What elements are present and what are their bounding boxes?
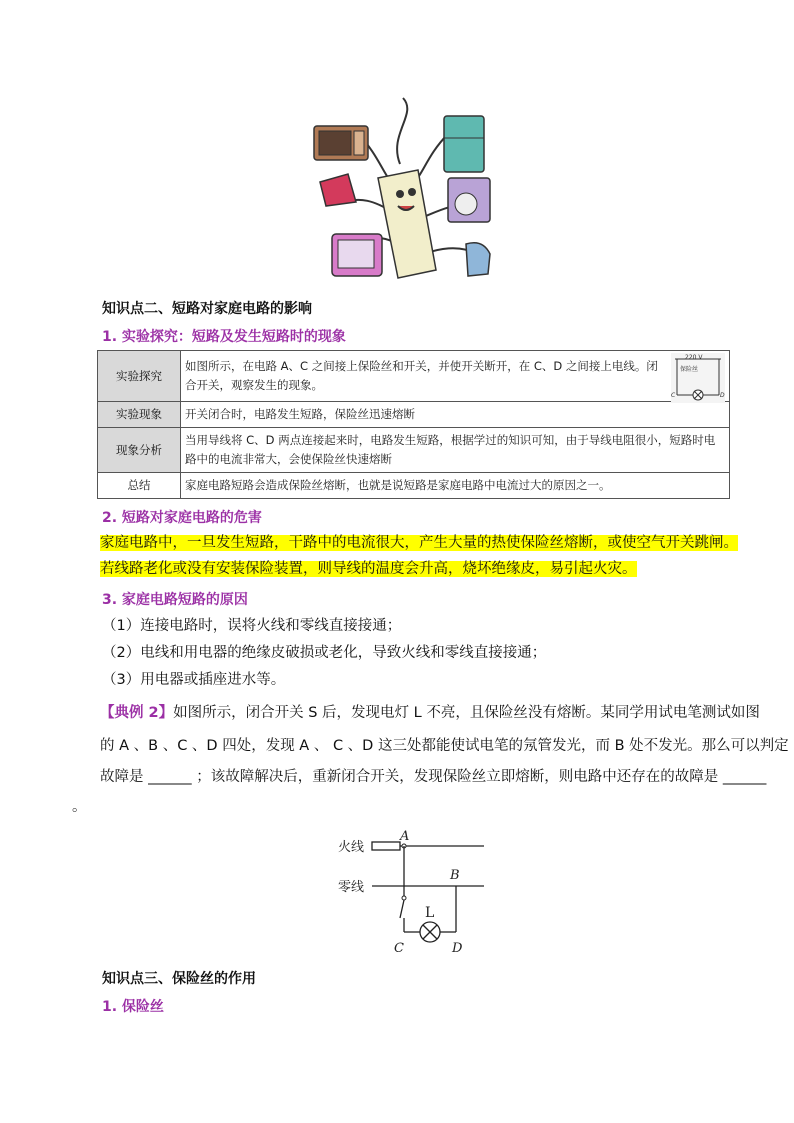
table-row — [98, 351, 730, 402]
cause-item: （2）电线和用电器的绝缘皮破损或老化，导致火线和零线直接接通； — [102, 645, 547, 661]
subsection-title: 1. 保险丝 — [102, 999, 164, 1015]
thumb-c-label: C — [671, 392, 676, 399]
highlighted-text: 若线路老化或没有安装保险装置，则导线的温度会升高，烧坏绝缘皮，易引起火灾。 — [100, 561, 637, 577]
live-wire-label: 火线 — [338, 840, 365, 855]
experiment-table — [97, 350, 730, 499]
circuit-thumbnail — [671, 353, 725, 403]
table-cell — [181, 351, 730, 402]
point-a-label: A — [400, 829, 410, 844]
example-line: 的 A 、B 、C 、D 四处，发现 A 、 C 、D 这三处都能使试电笔的氖管发光，而 B 处不发光。那么可以判定 — [100, 738, 789, 754]
subsection-title: 1. 实验探究：短路及发生短路时的现象 — [102, 329, 346, 345]
subsection-title: 3. 家庭电路短路的原因 — [102, 592, 248, 608]
section-title: 知识点三、保险丝的作用 — [102, 971, 256, 987]
table-row — [98, 402, 730, 428]
thumb-d-label: D — [720, 392, 725, 399]
circuit-diagram — [336, 826, 496, 956]
highlighted-text: 家庭电路中，一旦发生短路，干路中的电流很大，产生大量的热使保险丝熔断，或使空气开关跳闸。 — [100, 535, 738, 551]
table-cell: 家庭电路短路会造成保险丝熔断，也就是说短路是家庭电路中电流过大的原因之一。 — [181, 473, 730, 499]
cause-item: （3）用电器或插座进水等。 — [102, 672, 286, 688]
table-header-cell: 现象分析 — [98, 428, 181, 473]
table-header-cell: 总结 — [98, 473, 181, 499]
example-line: 。 — [72, 799, 87, 815]
cause-item: （1）连接电路时，误将火线和零线直接接通； — [102, 618, 402, 634]
table-header-cell: 实验探究 — [98, 351, 181, 402]
example-text: 如图所示，闭合开关 S 后，发现电灯 L 不亮，且保险丝没有熔断。某同学用试电笔测试如图 — [173, 705, 760, 721]
table-row — [98, 428, 730, 473]
appliances-illustration — [308, 94, 496, 286]
lamp-label: L — [425, 905, 435, 921]
danger-text-line — [100, 560, 637, 578]
table-row — [98, 473, 730, 499]
subsection-title: 2. 短路对家庭电路的危害 — [102, 510, 262, 526]
danger-text-line — [100, 534, 738, 552]
table-header-cell: 实验现象 — [98, 402, 181, 428]
thumb-voltage-label: 220 V — [685, 354, 703, 361]
point-d-label: D — [452, 941, 463, 956]
neutral-wire-label: 零线 — [338, 880, 365, 895]
example-tag: 【典例 2】 — [100, 705, 174, 721]
thumb-fuse-label: 保险丝 — [680, 366, 699, 373]
table-cell: 开关闭合时，电路发生短路，保险丝迅速熔断 — [181, 402, 730, 428]
example-line: 故障是 ______ ；该故障解决后，重新闭合开关，发现保险丝立即熔断，则电路中还存在的故障是 ______ — [100, 769, 767, 785]
point-b-label: B — [450, 868, 460, 883]
table-cell-text: 如图所示，在电路 A、C 之间接上保险丝和开关，并使开关断开，在 C、D 之间接上电线。闭合开关，观察发生的现象。 — [185, 359, 658, 392]
fuse-symbol — [372, 842, 400, 850]
example-line — [100, 704, 760, 722]
table-cell: 当用导线将 C、D 两点连接起来时，电路发生短路，根据学过的知识可知，由于导线电阻很小，短路时电路中的电流非常大，会使保险丝快速熔断 — [181, 428, 730, 473]
section-title: 知识点二、短路对家庭电路的影响 — [102, 301, 312, 317]
point-c-label: C — [394, 941, 404, 956]
